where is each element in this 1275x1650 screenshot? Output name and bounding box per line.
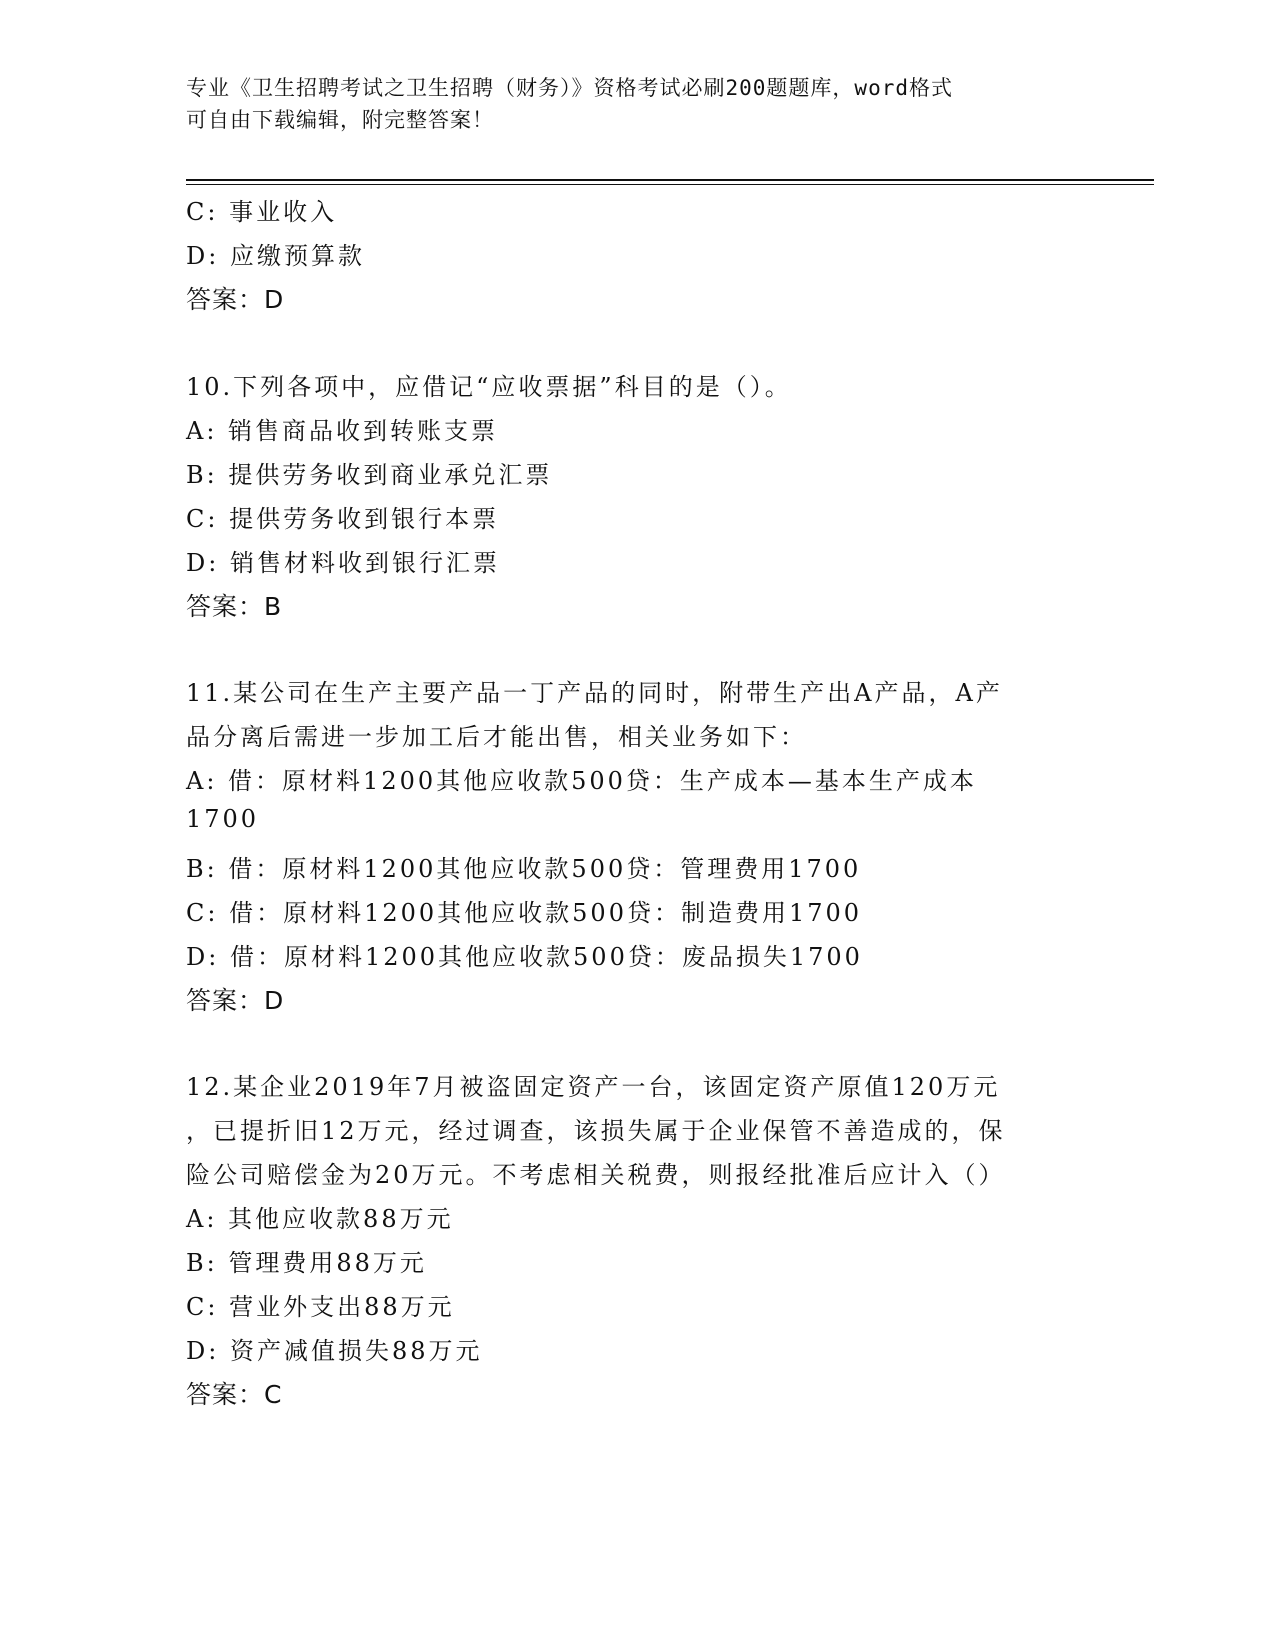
header-line-2: 可自由下载编辑，附完整答案！ <box>186 108 494 132</box>
q9-option-c: C: 事业收入 <box>186 198 338 226</box>
q9-option-d: D: 应缴预算款 <box>186 242 365 270</box>
q10-answer: 答案：B <box>186 592 283 621</box>
q11-answer: 答案：D <box>186 986 285 1015</box>
q10-option-a: A: 销售商品收到转账支票 <box>186 417 499 445</box>
q12-answer: 答案：C <box>186 1380 283 1409</box>
q11-option-a-line-2: 1700 <box>186 805 260 833</box>
document-header <box>186 72 1066 136</box>
q12-option-c: C: 营业外支出88万元 <box>186 1293 455 1321</box>
q11-option-b: B: 借：原材料1200其他应收款500贷：管理费用1700 <box>186 855 862 883</box>
q11-stem-line-2: 品分离后需进一步加工后才能出售，相关业务如下： <box>186 723 807 751</box>
header-rule-thin <box>186 184 1154 185</box>
q12-option-a: A: 其他应收款88万元 <box>186 1205 454 1233</box>
q12-stem-line-3: 险公司赔偿金为20万元。不考虑相关税费，则报经批准后应计入（） <box>186 1161 1006 1189</box>
header-line-1: 专业《卫生招聘考试之卫生招聘（财务）》资格考试必刷200题题库，word格式 <box>186 76 953 100</box>
q12-stem-line-2: ，已提折旧12万元，经过调查，该损失属于企业保管不善造成的，保 <box>186 1117 1006 1145</box>
q12-option-b: B: 管理费用88万元 <box>186 1249 427 1277</box>
q11-option-c: C: 借：原材料1200其他应收款500贷：制造费用1700 <box>186 899 863 927</box>
q12-stem-line-1: 12.某企业2019年7月被盗固定资产一台，该固定资产原值120万元 <box>186 1073 1001 1101</box>
q10-stem: 10.下列各项中，应借记“应收票据”科目的是（）。 <box>186 373 792 401</box>
q10-option-d: D: 销售材料收到银行汇票 <box>186 549 500 577</box>
q11-stem-line-1: 11.某公司在生产主要产品一丁产品的同时，附带生产出A产品，A产 <box>186 679 1003 707</box>
q10-option-b: B: 提供劳务收到商业承兑汇票 <box>186 461 553 489</box>
q11-option-d: D: 借：原材料1200其他应收款500贷：废品损失1700 <box>186 943 863 971</box>
header-rule-thick <box>186 179 1154 181</box>
q10-option-c: C: 提供劳务收到银行本票 <box>186 505 500 533</box>
q11-option-a-line-1: A: 借：原材料1200其他应收款500贷：生产成本—基本生产成本 <box>186 767 977 795</box>
q12-option-d: D: 资产减值损失88万元 <box>186 1337 483 1365</box>
q9-answer: 答案：D <box>186 285 285 314</box>
